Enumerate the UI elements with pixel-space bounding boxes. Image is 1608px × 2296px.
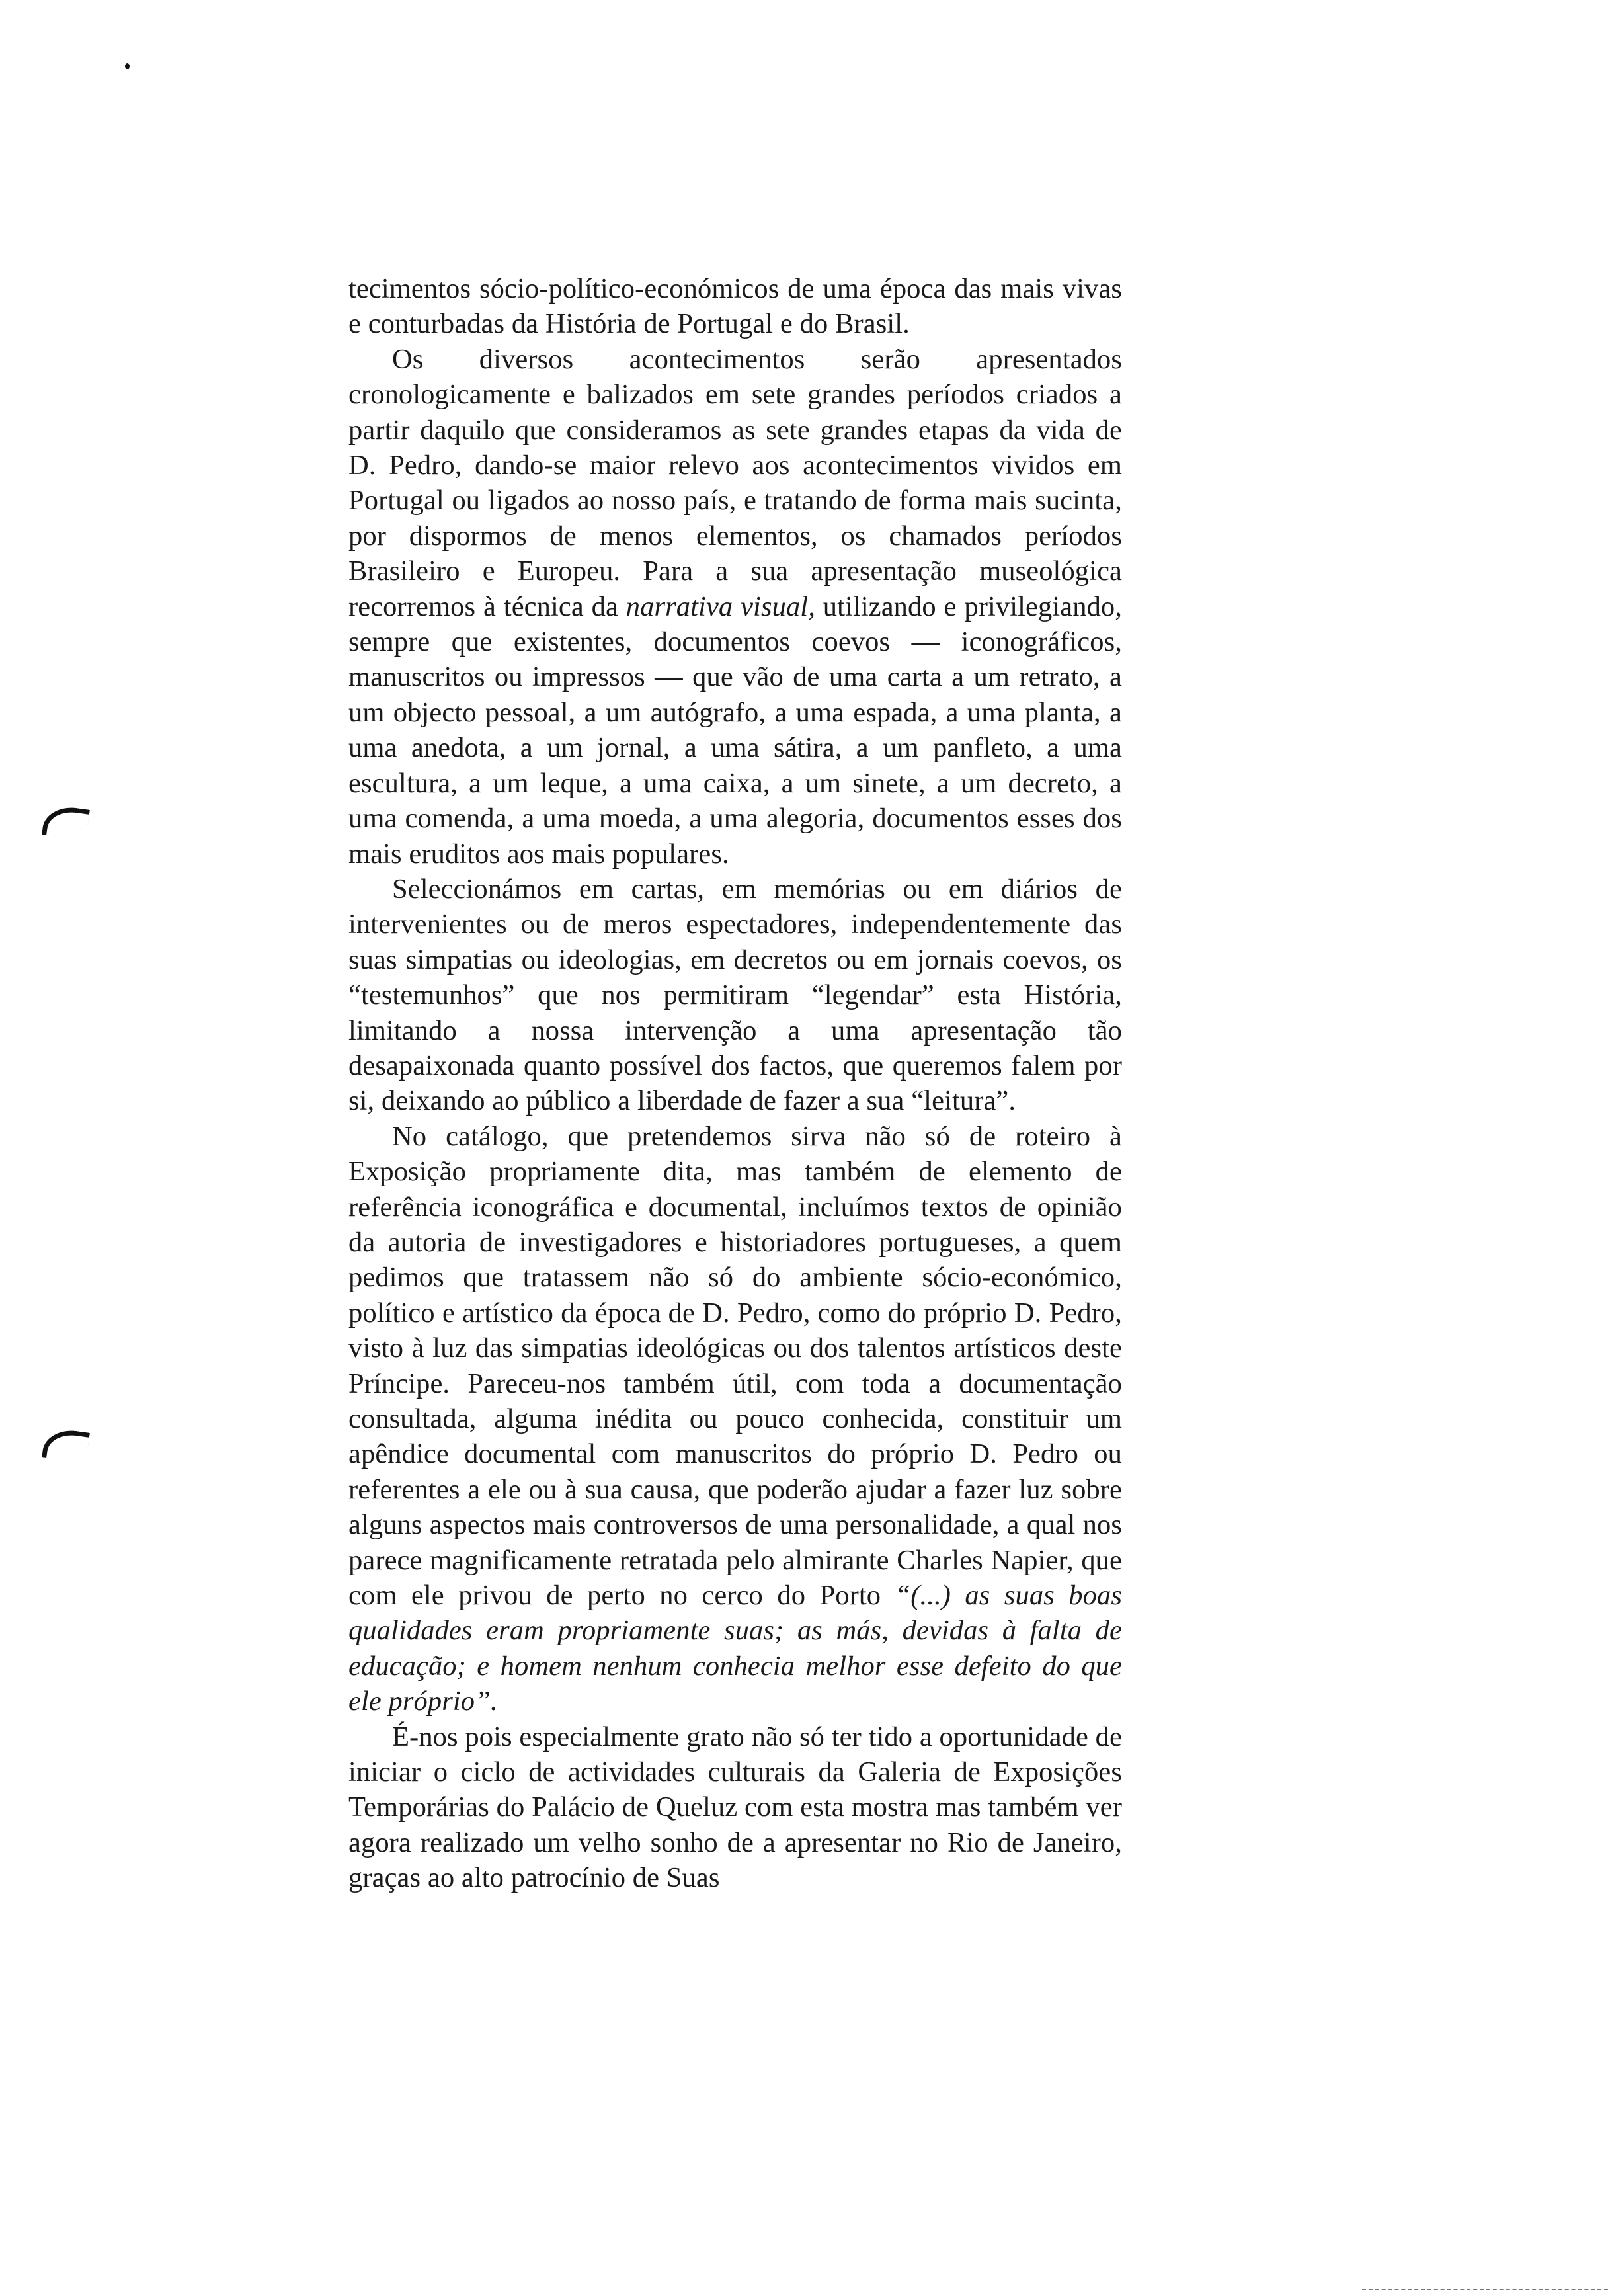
scan-dot-mark: [125, 63, 130, 69]
paragraph: [348, 1719, 1122, 1896]
binding-hole-mark: [42, 804, 90, 841]
text-run: Seleccionámos em cartas, em memórias ou em diários de intervenientes ou de meros espectadores, independentemente das suas simpatias ou ideologias, em decretos ou em jornais coevos, os “testemunhos” que nos permitiram “legendar” esta História, limitando a nossa intervenção a uma apresentação tão desapaixonada quanto possível dos factos, que queremos falem por si, deixando ao público a liberdade de fazer a sua “leitura”.: [348, 873, 1122, 1117]
text-run: É-nos pois especialmente grato não só ter tido a oportunidade de iniciar o ciclo de actividades culturais da Galeria de Exposições Temporárias do Palácio de Queluz com esta mostra mas também ver agora realizado um velho sonho de a apresentar no Rio de Janeiro, graças ao alto patrocínio de Suas: [348, 1721, 1122, 1894]
paragraph: [348, 872, 1122, 1119]
paragraph: [348, 342, 1122, 872]
text-run: Os diversos acontecimentos serão apresentados cronologicamente e balizados em sete grandes períodos criados a partir daquilo que consideramos as sete grandes etapas da vida de D. Pedro, dando-se maior relevo aos acontecimentos vividos em Portugal ou ligados ao nosso país, e tratando de forma mais sucinta, por dispormos de menos elementos, os chamados períodos Brasileiro e Europeu. Para a sua apresentação museológica recorremos à técnica da: [348, 343, 1122, 622]
text-run: No catálogo, que pretendemos sirva não só de roteiro à Exposição propriamente dita, mas também de elemento de referência iconográfica e documental, incluímos textos de opinião da autoria de investigadores e historiadores portugueses, a quem pedimos que tratassem não só do ambiente sócio-económico, político e artístico da época de D. Pedro, como do próprio D. Pedro, visto à luz das simpatias ideológicas ou dos talentos artísticos deste Príncipe. Pareceu-nos também útil, com toda a documentação consultada, alguma inédita ou pouco conhecida, constituir um apêndice documental com manuscritos do próprio D. Pedro ou referentes a ele ou à sua causa, que poderão ajudar a fazer luz sobre alguns aspectos mais controversos de uma personalidade, a qual nos parece magnificamente retratada pelo almirante Charles Napier, que com ele privou de perto no cerco do Porto: [348, 1120, 1122, 1612]
text-run: tecimentos sócio-político-económicos de uma época das mais vivas e conturbadas da História de Portugal e do Brasil.: [348, 273, 1122, 340]
italic-text-run: narrativa visual,: [625, 591, 815, 622]
scan-edge-rule: [1362, 2289, 1608, 2290]
body-text: [348, 271, 1122, 1896]
italic-quotation: “(...) as suas boas qualidades eram propriamente suas; as más, devidas à falta de educação; e homem nenhum conhecia melhor esse defeito do que ele próprio”.: [348, 1580, 1122, 1717]
paragraph: [348, 1119, 1122, 1719]
paragraph: [348, 271, 1122, 342]
binding-hole-mark: [42, 1427, 90, 1464]
text-run: utilizando e privilegiando, sempre que existentes, documentos coevos — iconográficos, manuscritos ou impressos — que vão de uma carta a um retrato, a um objecto pessoal, a um autógrafo, a uma espada, a uma planta, a uma anedota, a um jornal, a uma sátira, a um panfleto, a uma escultura, a um leque, a uma caixa, a um sinete, a um decreto, a uma comenda, a uma moeda, a uma alegoria, documentos esses dos mais eruditos aos mais populares.: [348, 591, 1123, 870]
